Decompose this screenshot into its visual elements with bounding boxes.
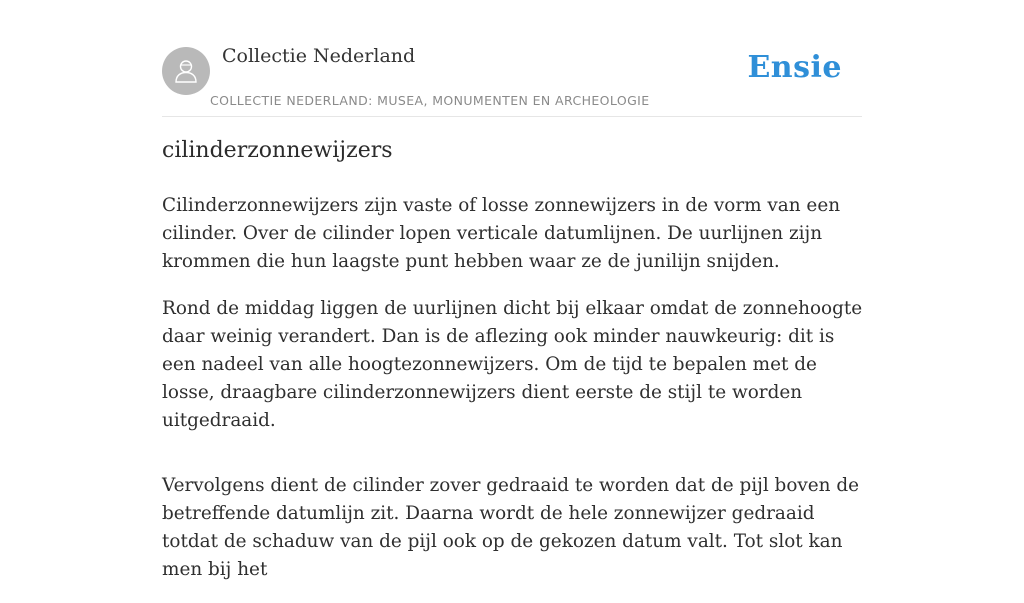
author-link[interactable]: Collectie Nederland [222,45,416,67]
user-icon [171,56,201,86]
paragraph: Vervolgens dient de cilinder zover gedraaid te worden dat de pijl boven de betreffende datumlijn zit. Daarna wordt de hele zonnewijzer gedraaid totdat de schaduw van de pijl ook op de gekozen datum valt. Tot slot kan men bij het [162,475,860,580]
article-body [162,192,867,603]
article-header [162,0,862,117]
content-container [162,0,863,580]
article-title: cilinderzonnewijzers [162,138,393,163]
paragraph: Rond de middag liggen de uurlijnen dicht bij elkaar omdat de zonnehoogte daar weinig verandert. Dan is de aflezing ook minder nauwkeurig: dit is een nadeel van alle hoogtezonnewijzers. Om de tijd te bepalen met de losse, draagbare cilinderzonnewijzers dient eerste de stijl te worden uitgedraaid. [162,298,863,431]
avatar[interactable] [162,47,210,95]
paragraph: Cilinderzonnewijzers zijn vaste of losse zonnewijzers in de vorm van een cilinder. Over de cilinder lopen verticale datumlijnen. De uurlijnen zijn krommen die hun laagste punt hebben waar ze de junilijn snijden. [162,195,841,272]
collection-link[interactable]: COLLECTIE NEDERLAND: MUSEA, MONUMENTEN EN ARCHEOLOGIE [210,93,650,108]
brand-logo[interactable]: Ensie [747,50,842,85]
